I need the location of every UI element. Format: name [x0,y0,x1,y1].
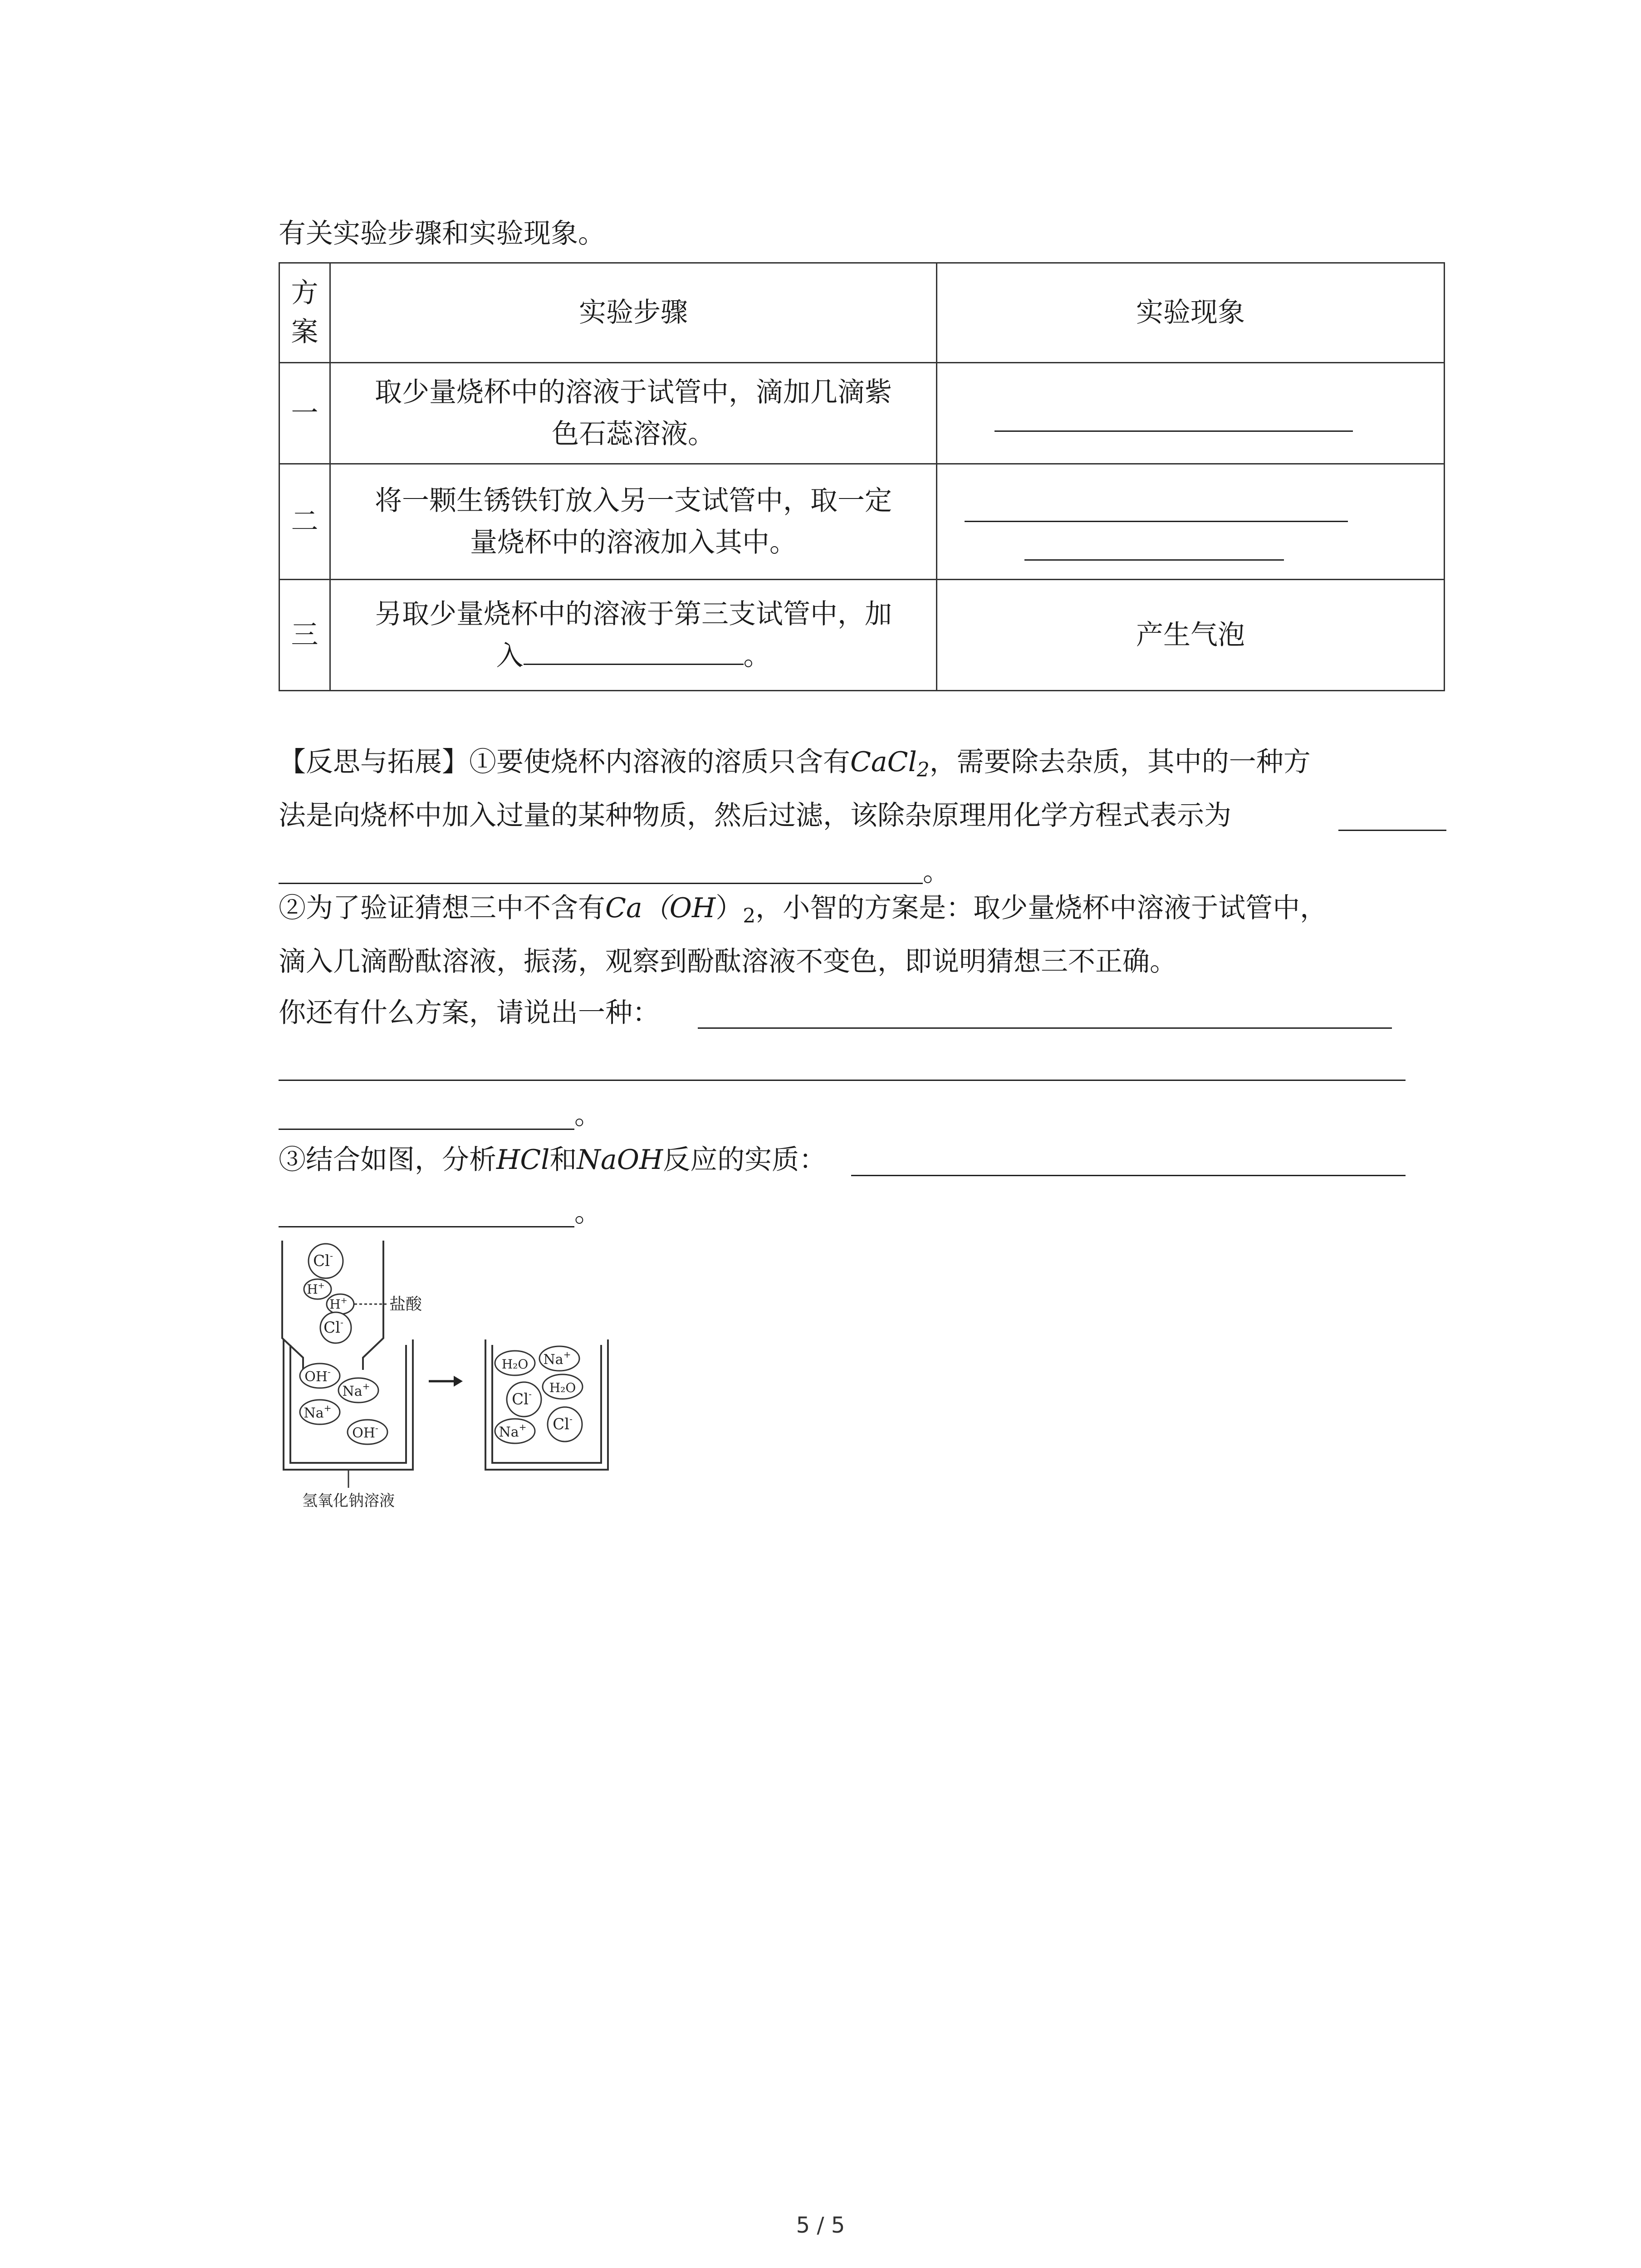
scheme-label: 二 [279,464,330,580]
svg-text:Cl-: Cl- [313,1250,333,1270]
phenomenon-cell[interactable] [937,362,1445,464]
molecule-h2o [543,1374,583,1399]
step-cell [330,464,937,580]
dropper-outline [363,1241,383,1370]
page-number: 5 / 5 [796,2213,845,2238]
answer-blank[interactable] [279,1226,574,1227]
molecule-h2o [495,1351,535,1375]
step-line: 色石蕊溶液。 [552,418,715,450]
ion-cl [548,1407,582,1442]
svg-text:H+: H+ [329,1296,348,1312]
svg-text:Na+: Na+ [543,1349,571,1368]
step-line: 另取少量烧杯中的溶液于第三支试管中，加 [375,598,892,631]
answer-blank[interactable] [851,1175,1406,1176]
reflection-line-3: ②为了验证猜想三中不含有$Ca(OH)_2$，小智的方案是：取少量烧杯中溶液于试管中， [279,892,1327,928]
step-cell [330,580,937,691]
end-mark: 。 [923,856,950,888]
table-row [279,580,1445,691]
svg-text:H+: H+ [307,1281,325,1297]
answer-blank[interactable] [1024,559,1284,561]
svg-text:Cl-: Cl- [553,1413,573,1433]
svg-text:Cl-: Cl- [323,1317,343,1337]
ion-oh [348,1420,387,1444]
ion-oh [300,1364,340,1388]
reflection-line-1: 【反思与拓展】①要使烧杯内溶液的溶质只含有CaCl$_2$，需要除去杂质，其中的一种方 [279,746,1311,782]
step-line: 入 。 [496,640,771,672]
ion-cl [309,1244,343,1278]
svg-text:H₂O: H₂O [549,1380,576,1395]
reflection-line-4: 滴入几滴酚酞溶液，振荡，观察到酚酞溶液不变色，即说明猜想三不正确。 [279,946,1177,978]
ion-na [495,1419,535,1443]
svg-text:Na+: Na+ [342,1381,370,1399]
ion-cl [320,1312,351,1343]
svg-text:Na+: Na+ [499,1422,527,1440]
dropper-outline [282,1241,303,1370]
phenomenon-cell[interactable] [937,464,1445,580]
svg-text:OH-: OH- [304,1366,331,1385]
ion-cl [507,1382,541,1417]
table-header-row [279,263,1445,363]
svg-text:Na+: Na+ [304,1403,332,1421]
step-line: 取少量烧杯中的溶液于试管中，滴加几滴紫 [375,376,892,409]
svg-text:H₂O: H₂O [501,1357,529,1372]
acid-label: 盐酸 [389,1295,422,1314]
intro-text: 有关实验步骤和实验现象。 [279,218,605,249]
ion-na [539,1346,579,1371]
table-row [279,362,1445,464]
answer-blank[interactable] [524,663,744,665]
reflection-line-2: 法是向烧杯中加入过量的某种物质，然后过滤，该除杂原理用化学方程式表示为 [279,800,1231,831]
step-line: 量烧杯中的溶液加入其中。 [470,527,797,559]
header-scheme: 方案 [279,263,330,363]
neutralization-diagram [272,1241,626,1517]
ion-h [327,1294,354,1314]
svg-text:OH-: OH- [352,1422,378,1441]
table-row [279,464,1445,580]
answer-blank[interactable] [965,521,1348,522]
answer-blank[interactable] [279,1129,574,1130]
answer-blank[interactable] [279,1080,1406,1081]
reflection-line-6: ③结合如图，分析HCl和NaOH反应的实质： [279,1144,827,1176]
ion-na [300,1400,340,1424]
ion-h [304,1279,331,1299]
svg-text:Cl-: Cl- [512,1388,532,1408]
base-label: 氢氧化钠溶液 [302,1492,395,1510]
header-steps: 实验步骤 [330,263,937,363]
answer-blank[interactable] [698,1027,1392,1029]
ion-na [338,1378,378,1403]
answer-blank[interactable] [994,430,1353,432]
step-line: 将一颗生锈铁钉放入另一支试管中，取一定 [375,485,892,517]
phenomenon-cell: 产生气泡 [937,580,1445,691]
scheme-label: 三 [279,580,330,691]
header-phenomena: 实验现象 [937,263,1445,363]
scheme-label: 一 [279,362,330,464]
answer-blank[interactable] [279,883,923,884]
arrow-icon [429,1376,463,1387]
step-cell [330,362,937,464]
answer-blank[interactable] [1338,830,1446,831]
reflection-line-5: 你还有什么方案，请说出一种： [279,997,660,1029]
end-mark: 。 [574,1099,602,1131]
experiment-table [279,262,1445,691]
end-mark: 。 [574,1197,602,1228]
